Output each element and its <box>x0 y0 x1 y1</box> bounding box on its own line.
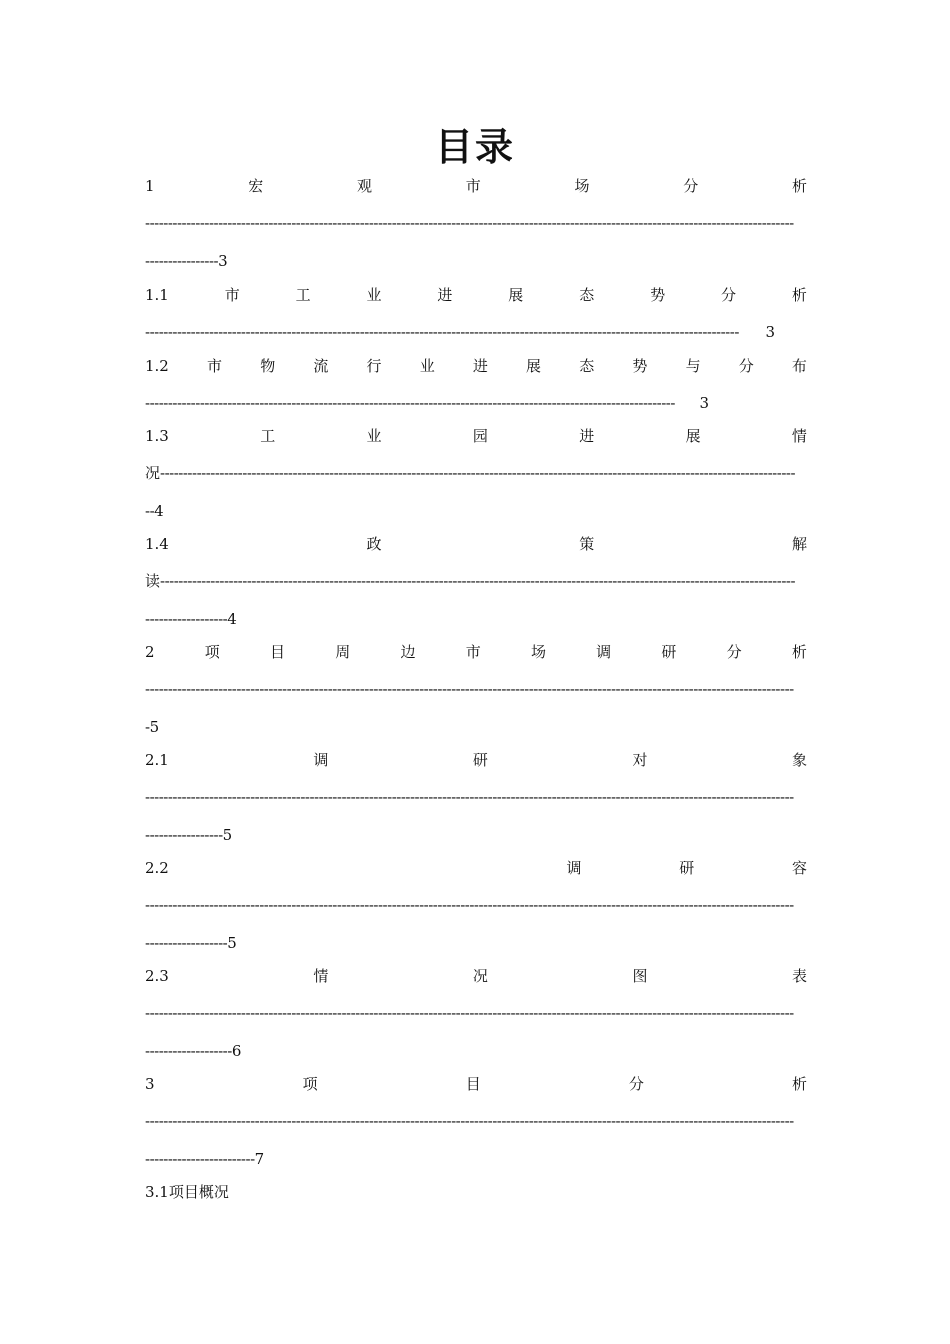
toc-entry-2[interactable]: 2 项 目 周 边 市 场 调 研 分 析 <box>145 643 807 661</box>
toc-page-number: 5 <box>149 718 160 736</box>
toc-leader-end: -5 <box>145 718 160 736</box>
toc-entry-1-3[interactable]: 1.3 工 业 园 进 展 情 <box>145 427 807 445</box>
toc-entry-2-3[interactable]: 2.3 情 况 图 表 <box>145 967 807 985</box>
toc-entry-3[interactable]: 3 项 目 分 析 <box>145 1075 807 1093</box>
toc-leader-end: ------------------------7 <box>145 1150 265 1168</box>
toc-leader: ---------------------------------------------------------------------------------------------------------------------------------------------- <box>145 788 794 806</box>
toc-page-number: 3 <box>765 323 775 341</box>
toc-entry-2-1[interactable]: 2.1 调 研 对 象 <box>145 751 807 769</box>
toc-leader: ---------------------------------------------------------------------------------------------------------------------------------------------- <box>145 214 794 232</box>
toc-title: 目录 <box>434 125 515 169</box>
toc-leader-end: ---------------------------------------------------------------------------------------------------------------------------------- 3 <box>145 323 775 341</box>
toc-leader: ---------------------------------------------------------------------------------------------------------------------------------------------- <box>145 1112 794 1130</box>
toc-leader: 况------------------------------------------------------------------------------------------------------------------------------------------- <box>145 464 796 482</box>
toc-leader: ---------------------------------------------------------------------------------------------------------------------------------------------- <box>145 680 794 698</box>
toc-page-number: 5 <box>227 934 237 952</box>
toc-leader-end: ----------------3 <box>145 252 228 270</box>
toc-leader: ---------------------------------------------------------------------------------------------------------------------------------------------- <box>145 896 794 914</box>
toc-leader-end: ------------------5 <box>145 934 237 952</box>
toc-page-number: 3 <box>699 394 709 412</box>
toc-leader-end: -------------------6 <box>145 1042 242 1060</box>
toc-page-number: 4 <box>154 502 164 520</box>
toc-page-number: 3 <box>218 252 228 270</box>
toc-leader-end: -----------------5 <box>145 826 233 844</box>
toc-page-number: 7 <box>254 1150 265 1168</box>
toc-page-number: 4 <box>227 610 237 628</box>
toc-page-number: 5 <box>222 826 233 844</box>
toc-entry-1-4[interactable]: 1.4 政 策 解 <box>145 535 807 553</box>
toc-entry-2-2[interactable]: 2.2 调 研 容 <box>145 859 807 877</box>
toc-entry-1-2[interactable]: 1.2 市 物 流 行 业 进 展 态 势 与 分 布 <box>145 357 807 375</box>
toc-leader: 读------------------------------------------------------------------------------------------------------------------------------------------- <box>145 572 796 590</box>
toc-leader: ---------------------------------------------------------------------------------------------------------------------------------------------- <box>145 1004 794 1022</box>
toc-leader-end: --4 <box>145 502 164 520</box>
toc-leader-end: -------------------------------------------------------------------------------------------------------------------- 3 <box>145 394 709 412</box>
toc-entry-1-1[interactable]: 1.1 市 工 业 进 展 态 势 分 析 <box>145 286 807 304</box>
toc-leader-end: ------------------4 <box>145 610 237 628</box>
toc-page-number: 6 <box>231 1042 242 1060</box>
toc-entry-1[interactable]: 1 宏 观 市 场 分 析 <box>145 177 807 195</box>
toc-entry-3-1[interactable]: 3.1项目概况 <box>145 1183 229 1201</box>
